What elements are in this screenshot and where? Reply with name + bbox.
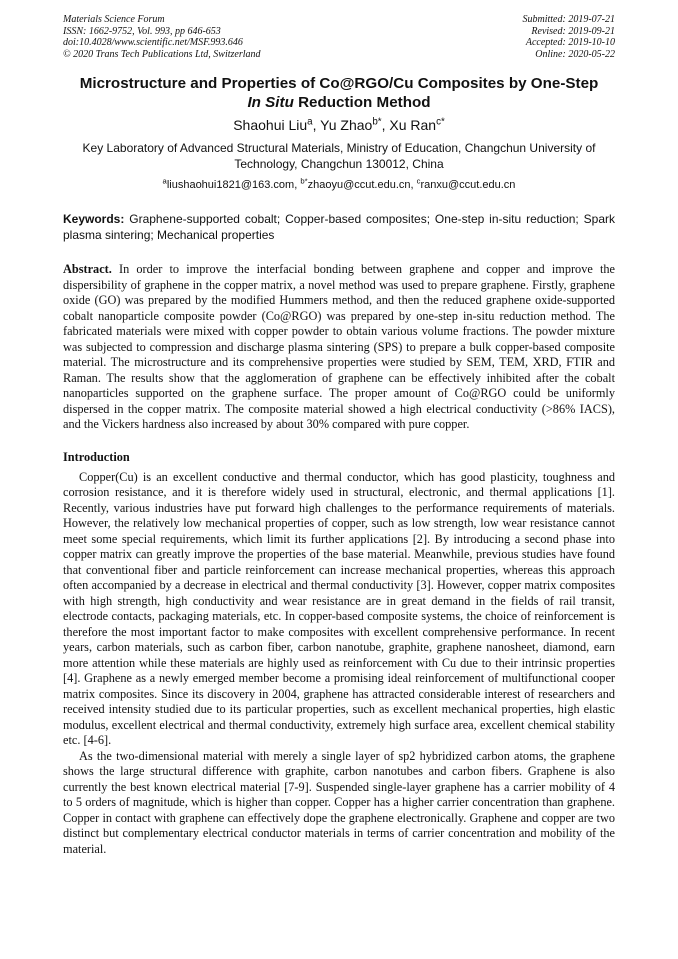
title-line-1: Microstructure and Properties of Co@RGO/Cu Composites by One-Step — [79, 75, 599, 93]
revised-date: Revised: 2019-09-21 — [531, 25, 615, 37]
keywords-label: Keywords: — [63, 212, 125, 227]
email-sup: a — [162, 176, 167, 186]
abstract — [63, 262, 615, 433]
keywords-text: Graphene-supported cobalt; Copper-based composites; One-step in-situ reduction; Spark plasma sintering; Mechanical properties — [63, 212, 615, 243]
author-emails: $^a$liushaohui1821@163.com, $^{b*}$zhaoyu@ccut.edu.cn, $^c$ranxu@ccut.edu.cn — [162, 176, 516, 192]
journal-header — [63, 14, 615, 60]
journal-name: Materials Science Forum — [63, 14, 165, 25]
abstract-text: In order to improve the interfacial bonding between graphene and copper and improve the dispersibility of graphene in the copper matrix, a novel method was used to prepare graphene. Firstly, graphene oxide (GO) was prepared by the modified Hummers method, and then the reduced graphene oxide-supported cobalt nanoparticle composite powder (Co@RGO) was prepared by one-step in-situ reduction method. The fabricated materials were mixed with copper powder to obtain various volume fractions. The powder mixture was subjected to compression and discharge plasma sintering (SPS) to prepare a bulk copper-based composite material. The microstructure and its comprehensive properties were studied by SEM, TEM, XRD, FTIR and Raman. The results show that the agglomeration of graphene can be effectively inhibited after the cobalt nanoparticles supported on the graphene surface. The proper amount of Co@RGO could be uniformly dispersed in the copper matrix. The composite material showed a high electrical conductivity (>86% IACS), and the Vickers hardness also increased by about 30% compared with pure copper. — [63, 262, 615, 432]
title-italic: In Situ — [247, 94, 294, 112]
title-line-2: Reduction Method — [293, 94, 431, 112]
email-sup: c — [416, 176, 421, 186]
email-address: zhaoyu@ccut.edu.cn — [307, 179, 411, 192]
author-name: Yu Zhao — [320, 117, 373, 134]
author-name: Xu Ran — [389, 117, 437, 134]
online-date: Online: 2020-05-22 — [535, 48, 615, 60]
doi-line: doi:10.4028/www.scientific.net/MSF.993.646 — [63, 37, 243, 49]
publication-dates — [523, 14, 616, 60]
email-address: ranxu@ccut.edu.cn — [420, 179, 516, 192]
intro-paragraph: As the two-dimensional material with merely a single layer of sp2 hybridized carbon atoms, the graphene shows the large structural difference with graphite, carbon nanotubes and carbon fibers. Graphene is also currently the best known electrical material [7-9]. Suspended single-layer graphene has a carrier mobility of 4 to 5 orders of magnitude, which is higher than copper. Copper has a higher carrier concentration than graphene. Copper in contact with graphene can effectively dope the graphene electronically. Graphene and copper are two distinct but complementary electrical conductor materials in terms of carrier concentration and mobility of the material. — [63, 748, 615, 856]
affiliation: Key Laboratory of Advanced Structural Materials, Ministry of Education, Changchun University of Technology, Changchun 130012, China — [82, 141, 596, 172]
intro-paragraph: Copper(Cu) is an excellent conductive and thermal conductor, which has good plasticity, toughness and corrosion resistance, and it is therefore widely used in structural, electronic, and thermal applications [1]. Recently, various industries have put forward high challenges to the performance requirements of materials. However, the relatively low mechanical properties of copper, such as low strength, low wear resistance cannot meet some special requirements, which limit its further applications [2]. By introducing a second phase into copper matrix can greatly improve the properties of the base material. Meanwhile, previous studies have found that conventional fiber and particle reinforcement can increase mechanical properties, whereas this approach often accompanied by a decrease in electrical and thermal conductivity [3]. However, copper matrix composites with high strength, high conductivity and wear resistance are in great demand in the fields of rail transit, electrode contacts, packaging materials, etc. In copper-based composite systems, the choice of reinforcement is therefore the most important factor to make composites with excellent comprehensive performance. In recent years, carbon materials, such as carbon fiber, carbon nanotube, graphite, graphene nanosheet, diamond, earn more attention while these materials are highly used as reinforcement with Cu due to their intrinsic properties [4]. Graphene as a newly emerged member become a promising ideal reinforcement of multifunctional cooper matrix composites. Since its discovery in 2004, graphene has attracted considerable interest of researchers and received intensity studied due to its particular properties, such as excellent mechanical properties, high elastic modulus, excellent electrical and thermal conductivity, extremely high surface area, excellent chemical stability etc. [4-6]. — [63, 469, 615, 748]
author-sup: c* — [436, 116, 445, 128]
section-heading-introduction: Introduction — [63, 449, 130, 464]
journal-info — [63, 14, 261, 60]
submitted-date: Submitted: 2019-07-21 — [522, 14, 615, 25]
author-name: Shaohui Liu — [233, 117, 308, 134]
copyright-line: © 2020 Trans Tech Publications Ltd, Switzerland — [63, 48, 261, 60]
issn-line: ISSN: 1662-9752, Vol. 993, pp 646-653 — [63, 25, 221, 37]
email-address: liushaohui1821@163.com — [166, 179, 295, 192]
author-sup: a — [307, 116, 313, 128]
keywords — [63, 211, 615, 243]
accepted-date: Accepted: 2019-10-10 — [525, 37, 615, 49]
abstract-label: Abstract. — [63, 262, 112, 277]
author-list: Shaohui Liu$^a$, Yu Zhao$^{b*}$, Xu Ran$^{c*}$ — [233, 116, 445, 134]
paper-title — [63, 74, 615, 112]
email-sup: b* — [300, 176, 308, 186]
author-sup: b* — [372, 116, 382, 128]
